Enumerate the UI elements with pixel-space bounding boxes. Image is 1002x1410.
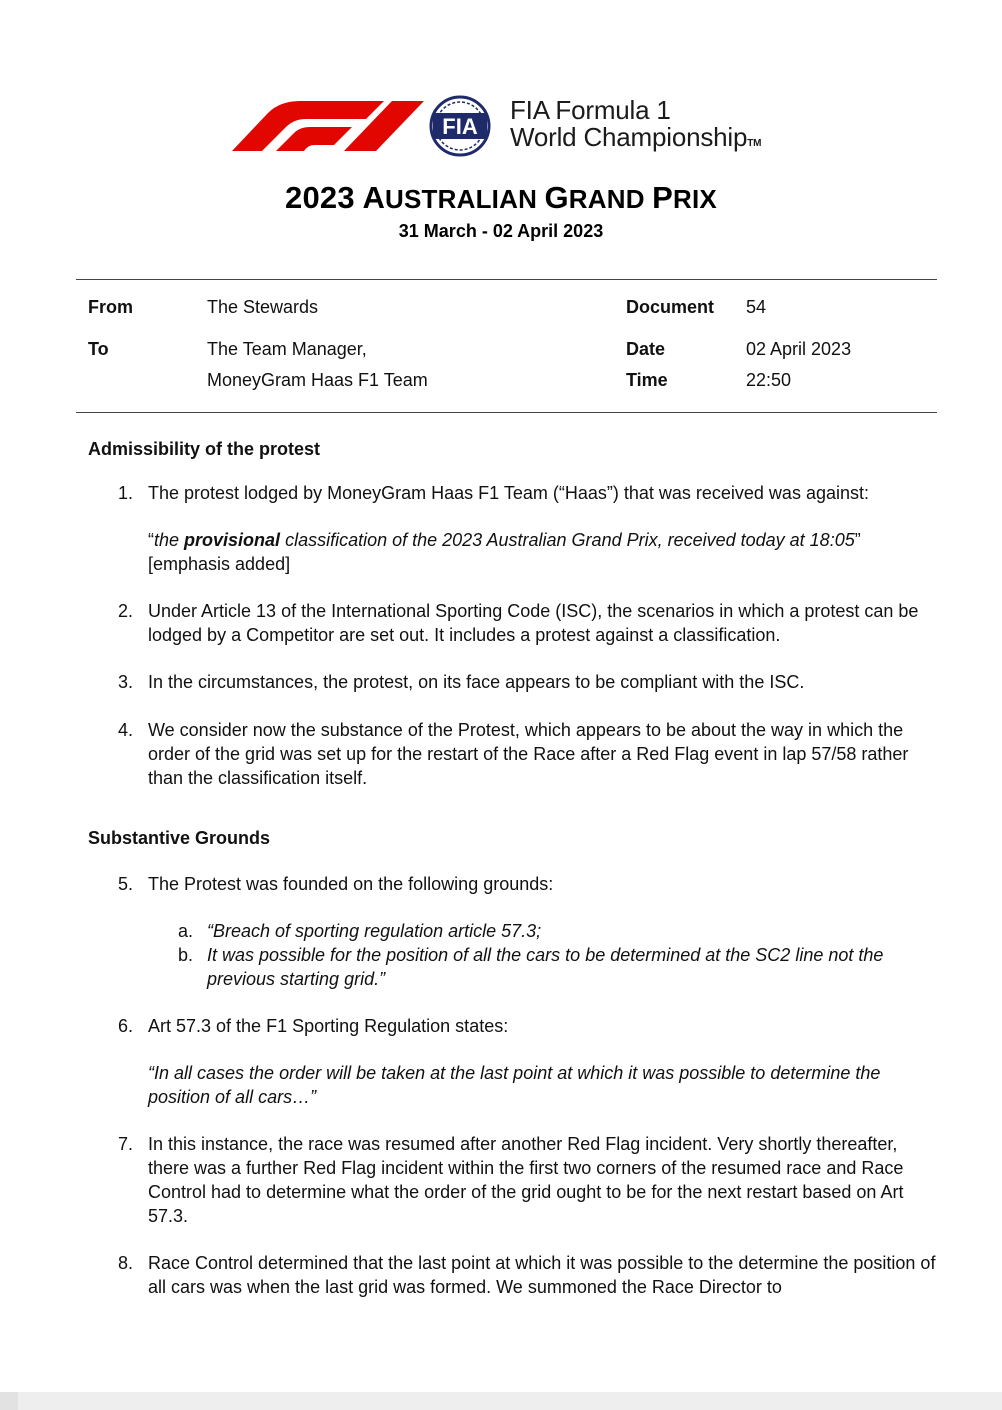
sub-item-text: It was possible for the position of all the cars to be determined at the SC2 line not the previous starting grid.” bbox=[207, 945, 884, 989]
sub-item-letter: b. bbox=[178, 945, 194, 965]
item-number: 5. bbox=[118, 874, 134, 894]
bottom-divider bbox=[76, 412, 937, 413]
f1-logo bbox=[224, 99, 424, 151]
to-label: To bbox=[88, 339, 109, 359]
sub-item-text: “Breach of sporting regulation article 57.3; bbox=[207, 921, 542, 941]
document-label: Document bbox=[626, 297, 715, 317]
trademark-mark: TM bbox=[747, 138, 762, 149]
item-number: 4. bbox=[118, 720, 134, 740]
time-label: Time bbox=[626, 370, 668, 390]
championship-line-2: World ChampionshipTM bbox=[510, 122, 762, 152]
item-text: In this instance, the race was resumed after another Red Flag incident. Very shortly thereafter, there was a further Red Flag incident within the first two corners of the resumed race and Race Control had to determine what the order of the grid ought to be for the next restart based on Art 57.3. bbox=[148, 1134, 904, 1226]
header-logos bbox=[224, 95, 804, 159]
item-number: 7. bbox=[118, 1134, 134, 1154]
page-corner-shadow bbox=[0, 1392, 18, 1410]
page-bottom-edge bbox=[0, 1392, 1002, 1410]
fia-logo bbox=[419, 95, 501, 157]
quoted-regulation: “In all cases the order will be taken at the last point at which it was possible to determine the position of all cars…” bbox=[148, 1063, 881, 1107]
championship-title bbox=[510, 97, 761, 157]
quoted-text: “the provisional classification of the 2023 Australian Grand Prix, received today at 18:05” [emphasis added] bbox=[148, 530, 861, 574]
top-divider bbox=[76, 279, 937, 280]
item-text: Art 57.3 of the F1 Sporting Regulation states: bbox=[148, 1016, 509, 1036]
to-value-line-1: The Team Manager, bbox=[207, 339, 367, 359]
document-title: 2023 AUSTRALIAN GRAND PRIX bbox=[285, 180, 717, 215]
item-text: The Protest was founded on the following grounds: bbox=[148, 874, 554, 894]
from-label: From bbox=[88, 297, 133, 317]
item-text: We consider now the substance of the Protest, which appears to be about the way in which the order of the grid was set up for the restart of the Race after a Red Flag event in lap 57/58 rather than the classification itself. bbox=[148, 720, 909, 788]
item-number: 2. bbox=[118, 601, 134, 621]
date-label: Date bbox=[626, 339, 666, 359]
item-text: Under Article 13 of the International Sporting Code (ISC), the scenarios in which a protest can be lodged by a Competitor are set out. It includes a protest against a classification. bbox=[148, 601, 919, 645]
section-heading-substantive: Substantive Grounds bbox=[88, 828, 271, 848]
event-dates: 31 March - 02 April 2023 bbox=[398, 221, 604, 241]
item-number: 8. bbox=[118, 1253, 134, 1273]
item-number: 1. bbox=[118, 483, 134, 503]
document-number: 54 bbox=[746, 297, 767, 317]
emphasis-note: [emphasis added] bbox=[148, 554, 291, 574]
item-number: 6. bbox=[118, 1016, 134, 1036]
time-value: 22:50 bbox=[746, 370, 792, 390]
section-heading-admissibility: Admissibility of the protest bbox=[88, 439, 321, 459]
to-value-line-2: MoneyGram Haas F1 Team bbox=[207, 370, 428, 390]
svg-text:FIA: FIA bbox=[442, 114, 478, 139]
item-text: In the circumstances, the protest, on its face appears to be compliant with the ISC. bbox=[148, 672, 805, 692]
sub-item-letter: a. bbox=[178, 921, 194, 941]
championship-line-1: FIA Formula 1 bbox=[510, 95, 671, 125]
from-value: The Stewards bbox=[207, 297, 319, 317]
item-text: Race Control determined that the last point at which it was possible to the determine the position of all cars was when the last grid was formed. We summoned the Race Director to bbox=[148, 1253, 936, 1297]
emphasis-bold: provisional bbox=[184, 530, 281, 550]
item-text: The protest lodged by MoneyGram Haas F1 Team (“Haas”) that was received was against: bbox=[148, 483, 869, 503]
date-value: 02 April 2023 bbox=[746, 339, 852, 359]
item-number: 3. bbox=[118, 672, 134, 692]
